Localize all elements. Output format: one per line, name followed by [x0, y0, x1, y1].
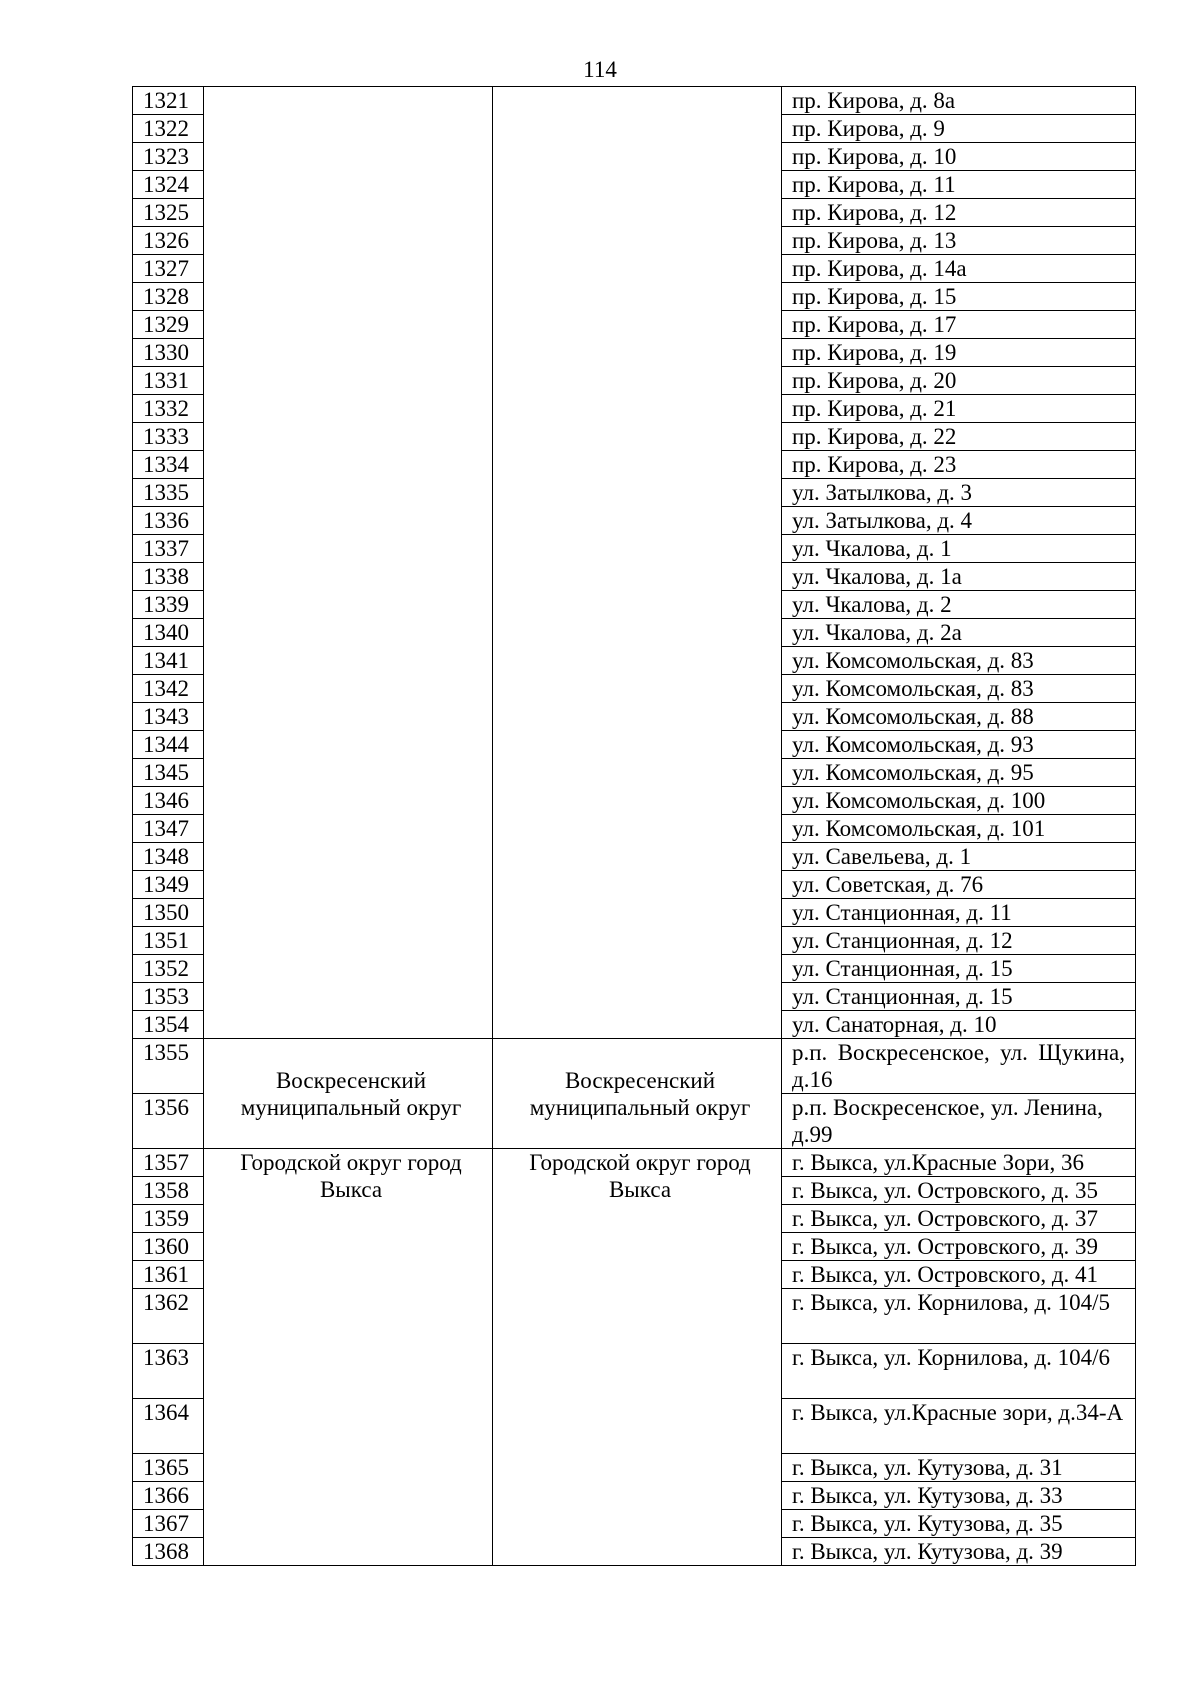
row-number-cell: 1329 [133, 311, 204, 339]
row-number-cell: 1326 [133, 227, 204, 255]
address-table [132, 86, 1136, 1566]
address-cell: пр. Кирова, д. 20 [782, 367, 1136, 395]
row-number-cell: 1365 [133, 1454, 204, 1482]
row-number-cell: 1361 [133, 1261, 204, 1289]
address-cell: ул. Станционная, д. 11 [782, 899, 1136, 927]
row-number-cell: 1352 [133, 955, 204, 983]
address-cell: ул. Комсомольская, д. 83 [782, 647, 1136, 675]
organization-empty-cell [493, 87, 782, 1039]
row-number-cell: 1342 [133, 675, 204, 703]
row-number-cell: 1324 [133, 171, 204, 199]
row-number-cell: 1347 [133, 815, 204, 843]
table-row [133, 1149, 1136, 1177]
row-number-cell: 1327 [133, 255, 204, 283]
address-cell: пр. Кирова, д. 10 [782, 143, 1136, 171]
address-cell: ул. Чкалова, д. 1 [782, 535, 1136, 563]
address-cell: пр. Кирова, д. 9 [782, 115, 1136, 143]
district-empty-cell [204, 87, 493, 1039]
address-cell: пр. Кирова, д. 19 [782, 339, 1136, 367]
address-cell: г. Выкса, ул. Кутузова, д. 35 [782, 1510, 1136, 1538]
row-number-cell: 1363 [133, 1344, 204, 1399]
address-cell: ул. Комсомольская, д. 88 [782, 703, 1136, 731]
organization-voskresensky-cell: Воскресенский муниципальный округ [493, 1039, 782, 1149]
row-number-cell: 1338 [133, 563, 204, 591]
row-number-cell: 1333 [133, 423, 204, 451]
address-cell: пр. Кирова, д. 23 [782, 451, 1136, 479]
row-number-cell: 1325 [133, 199, 204, 227]
address-cell: ул. Станционная, д. 12 [782, 927, 1136, 955]
address-cell: пр. Кирова, д. 21 [782, 395, 1136, 423]
row-number-cell: 1357 [133, 1149, 204, 1177]
address-cell: г. Выкса, ул. Корнилова, д. 104/5 [782, 1289, 1136, 1344]
row-number-cell: 1339 [133, 591, 204, 619]
address-cell: ул. Комсомольская, д. 95 [782, 759, 1136, 787]
row-number-cell: 1348 [133, 843, 204, 871]
address-cell: ул. Комсомольская, д. 101 [782, 815, 1136, 843]
row-number-cell: 1366 [133, 1482, 204, 1510]
row-number-cell: 1336 [133, 507, 204, 535]
address-cell: ул. Санаторная, д. 10 [782, 1011, 1136, 1039]
row-number-cell: 1345 [133, 759, 204, 787]
table-row [133, 1039, 1136, 1094]
row-number-cell: 1360 [133, 1233, 204, 1261]
row-number-cell: 1368 [133, 1538, 204, 1566]
address-cell: пр. Кирова, д. 8а [782, 87, 1136, 115]
page-number: 114 [583, 57, 617, 82]
address-cell: пр. Кирова, д. 15 [782, 283, 1136, 311]
address-cell: г. Выкса, ул. Островского, д. 35 [782, 1177, 1136, 1205]
address-cell: р.п. Воскресенское, ул. Щукина, д.16 [782, 1039, 1136, 1094]
address-cell: ул. Чкалова, д. 2 [782, 591, 1136, 619]
address-cell: г. Выкса, ул. Островского, д. 37 [782, 1205, 1136, 1233]
table-row [133, 87, 1136, 115]
address-cell: р.п. Воскресенское, ул. Ленина, д.99 [782, 1094, 1136, 1149]
row-number-cell: 1337 [133, 535, 204, 563]
row-number-cell: 1321 [133, 87, 204, 115]
row-number-cell: 1334 [133, 451, 204, 479]
address-cell: пр. Кирова, д. 11 [782, 171, 1136, 199]
row-number-cell: 1356 [133, 1094, 204, 1149]
address-cell: ул. Чкалова, д. 2а [782, 619, 1136, 647]
address-cell: ул. Комсомольская, д. 83 [782, 675, 1136, 703]
row-number-cell: 1355 [133, 1039, 204, 1094]
row-number-cell: 1340 [133, 619, 204, 647]
row-number-cell: 1322 [133, 115, 204, 143]
address-cell: г. Выкса, ул. Корнилова, д. 104/6 [782, 1344, 1136, 1399]
address-cell: ул. Чкалова, д. 1а [782, 563, 1136, 591]
address-cell: пр. Кирова, д. 14а [782, 255, 1136, 283]
row-number-cell: 1359 [133, 1205, 204, 1233]
row-number-cell: 1349 [133, 871, 204, 899]
address-cell: г. Выкса, ул. Островского, д. 41 [782, 1261, 1136, 1289]
address-cell: ул. Савельева, д. 1 [782, 843, 1136, 871]
row-number-cell: 1358 [133, 1177, 204, 1205]
address-cell: г. Выкса, ул.Красные зори, д.34-А [782, 1399, 1136, 1454]
address-cell: ул. Станционная, д. 15 [782, 955, 1136, 983]
row-number-cell: 1350 [133, 899, 204, 927]
row-number-cell: 1332 [133, 395, 204, 423]
row-number-cell: 1367 [133, 1510, 204, 1538]
row-number-cell: 1362 [133, 1289, 204, 1344]
address-cell: г. Выкса, ул. Кутузова, д. 39 [782, 1538, 1136, 1566]
address-cell: г. Выкса, ул. Кутузова, д. 33 [782, 1482, 1136, 1510]
row-number-cell: 1330 [133, 339, 204, 367]
address-cell: пр. Кирова, д. 12 [782, 199, 1136, 227]
address-cell: ул. Советская, д. 76 [782, 871, 1136, 899]
address-cell: г. Выкса, ул. Кутузова, д. 31 [782, 1454, 1136, 1482]
address-cell: ул. Станционная, д. 15 [782, 983, 1136, 1011]
address-cell: пр. Кирова, д. 13 [782, 227, 1136, 255]
row-number-cell: 1341 [133, 647, 204, 675]
address-cell: пр. Кирова, д. 17 [782, 311, 1136, 339]
address-cell: ул. Комсомольская, д. 93 [782, 731, 1136, 759]
row-number-cell: 1343 [133, 703, 204, 731]
row-number-cell: 1335 [133, 479, 204, 507]
row-number-cell: 1323 [133, 143, 204, 171]
district-voskresensky-cell: Воскресенский муниципальный округ [204, 1039, 493, 1149]
table-body [133, 87, 1136, 1566]
row-number-cell: 1354 [133, 1011, 204, 1039]
row-number-cell: 1328 [133, 283, 204, 311]
address-cell: ул. Затылкова, д. 3 [782, 479, 1136, 507]
row-number-cell: 1346 [133, 787, 204, 815]
district-vyksa-cell: Городской округ город Выкса [204, 1149, 493, 1566]
row-number-cell: 1344 [133, 731, 204, 759]
row-number-cell: 1353 [133, 983, 204, 1011]
row-number-cell: 1364 [133, 1399, 204, 1454]
row-number-cell: 1351 [133, 927, 204, 955]
address-cell: г. Выкса, ул.Красные Зори, 36 [782, 1149, 1136, 1177]
address-cell: ул. Затылкова, д. 4 [782, 507, 1136, 535]
address-cell: пр. Кирова, д. 22 [782, 423, 1136, 451]
organization-vyksa-cell: Городской округ город Выкса [493, 1149, 782, 1566]
address-cell: ул. Комсомольская, д. 100 [782, 787, 1136, 815]
row-number-cell: 1331 [133, 367, 204, 395]
address-cell: г. Выкса, ул. Островского, д. 39 [782, 1233, 1136, 1261]
